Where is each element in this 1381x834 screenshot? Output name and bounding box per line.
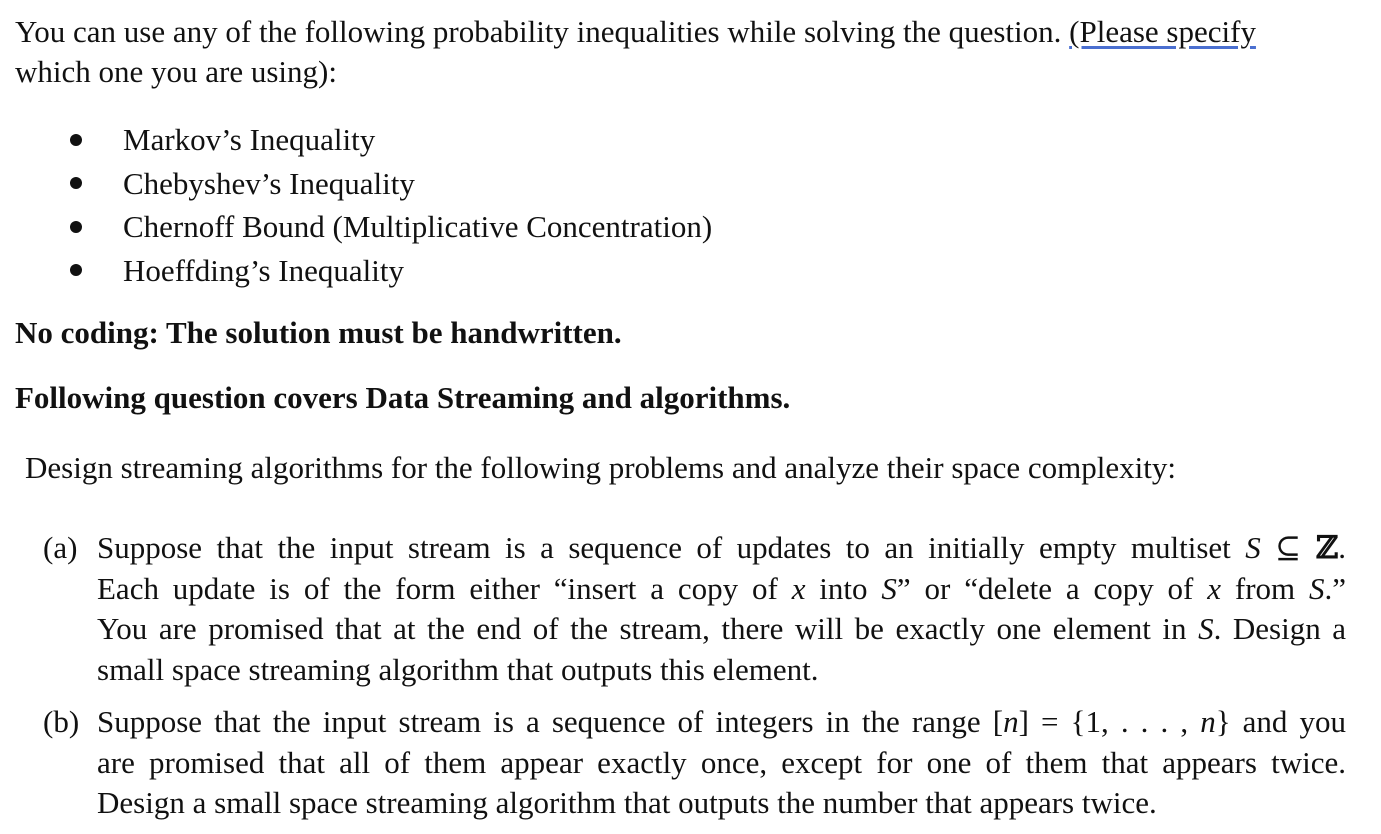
part-a-line-3: You are promised that at the end of the stream, there will be exactly one element in S. Design a xyxy=(97,611,1346,646)
part-a-line-2: Each update is of the form either “insert a copy of x into S” or “delete a copy of x from S.” xyxy=(97,570,1347,606)
prompt-text: Design streaming algorithms for the following problems and analyze their space complexity: xyxy=(25,450,1176,485)
bullet-icon xyxy=(70,177,82,189)
part-a-label: (a) xyxy=(43,530,78,565)
topic-note: Following question covers Data Streaming and algorithms. xyxy=(15,380,791,415)
inequality-hoeffding: Hoeffding’s Inequality xyxy=(123,252,404,288)
list-item xyxy=(0,205,712,249)
inequality-chernoff: Chernoff Bound (Multiplicative Concentration) xyxy=(123,209,713,244)
list-item xyxy=(0,118,712,162)
part-b-body xyxy=(97,702,1346,824)
part-b-line-3: Design a small space streaming algorithm that outputs the number that appears twice. xyxy=(97,785,1157,820)
bullet-icon xyxy=(70,221,82,233)
intro-paragraph xyxy=(15,12,1355,92)
inequality-chebyshev: Chebyshev’s Inequality xyxy=(123,165,415,201)
part-b-line-2: are promised that all of them appear exactly once, except for one of them that appears twice. xyxy=(97,744,1346,780)
part-a-line-4: small space streaming algorithm that outputs this element. xyxy=(97,651,819,687)
part-b-label: (b) xyxy=(43,704,80,739)
intro-line1-tail: (Please specify xyxy=(1069,14,1256,49)
part-a-body xyxy=(97,528,1346,690)
intro-line2: which one you are using): xyxy=(15,54,337,89)
intro-line1: You can use any of the following probability inequalities while solving the question. xyxy=(15,14,1070,49)
list-item xyxy=(0,162,712,206)
part-a-line-1: Suppose that the input stream is a sequence of updates to an initially empty multiset S ⊆ ℤ. xyxy=(97,530,1346,566)
bullet-icon xyxy=(70,264,82,276)
inequality-list xyxy=(0,118,712,292)
inequality-markov: Markov’s Inequality xyxy=(123,122,376,157)
list-item xyxy=(0,249,712,293)
part-b-line-1: Suppose that the input stream is a sequence of integers in the range [n] = {1, . . . , n} and you xyxy=(97,704,1347,739)
bullet-icon xyxy=(70,134,82,146)
no-coding-note: No coding: The solution must be handwritten. xyxy=(15,315,622,350)
